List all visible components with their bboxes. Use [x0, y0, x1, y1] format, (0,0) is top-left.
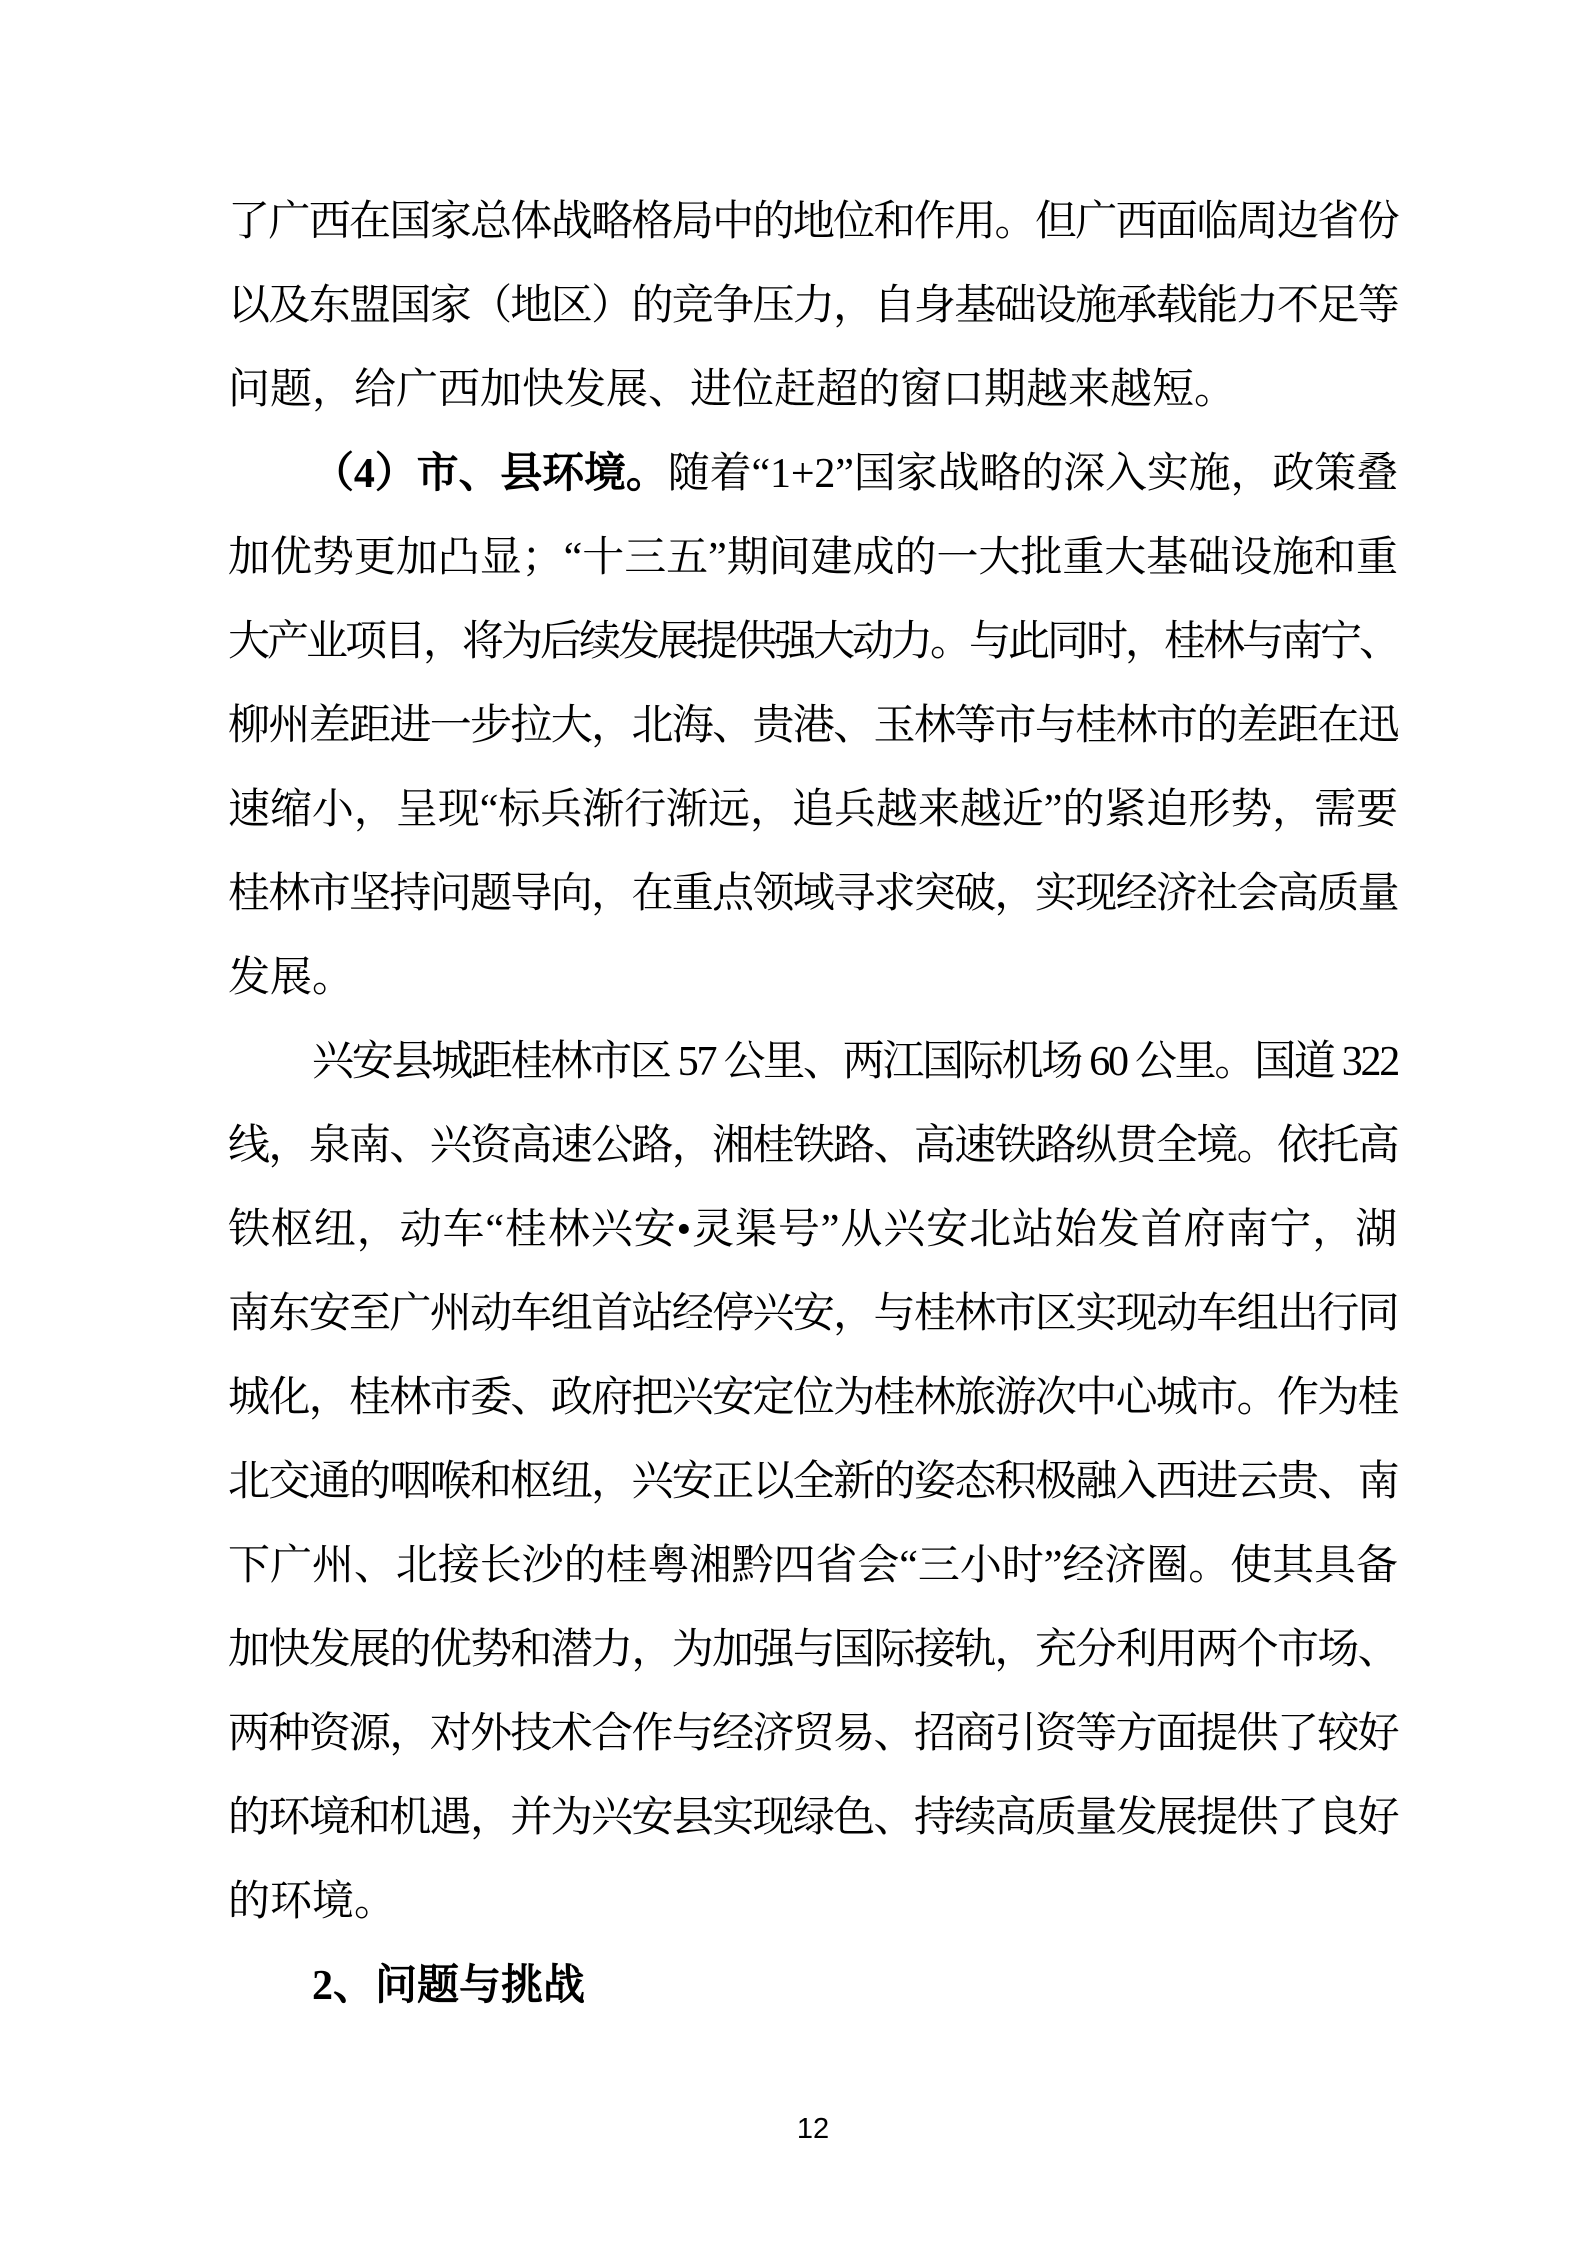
- page-number: [228, 2112, 1398, 2146]
- text-run: 的环境。: [228, 1879, 397, 1925]
- para-xingan-county: [228, 1020, 1398, 1944]
- text-run-group: [228, 264, 1398, 348]
- bold-text-run: 2、问题与挑战: [312, 1963, 586, 2009]
- text-run-group: [228, 1524, 1398, 1608]
- text-run-group: [312, 1944, 585, 2028]
- text-line: [228, 516, 1398, 600]
- text-run-group: [228, 516, 1398, 600]
- text-run: 兴安县城距桂林市区 57 公里、两江国际机场 60 公里。国道 322: [312, 1039, 1398, 1085]
- text-run-group: [312, 432, 1398, 516]
- text-run-group: [228, 1272, 1398, 1356]
- text-run: 柳州差距进一步拉大，北海、贵港、玉林等市与桂林市的差距在迅: [228, 703, 1398, 749]
- text-run: 城化，桂林市委、政府把兴安定位为桂林旅游次中心城市。作为桂: [228, 1375, 1398, 1421]
- text-line: [228, 1860, 1398, 1944]
- text-run-group: [228, 1440, 1398, 1524]
- text-run: 发展。: [228, 955, 355, 1001]
- text-run: 速缩小，呈现“标兵渐行渐远，追兵越来越近”的紧迫形势，需要: [228, 787, 1398, 833]
- text-run: 线，泉南、兴资高速公路，湘桂铁路、高速铁路纵贯全境。依托高: [228, 1123, 1398, 1169]
- text-run: 南东安至广州动车组首站经停兴安，与桂林市区实现动车组出行同: [228, 1291, 1398, 1337]
- text-line: [228, 1524, 1398, 1608]
- text-run-group: [228, 768, 1398, 852]
- text-line: [228, 1692, 1398, 1776]
- text-run: 的环境和机遇，并为兴安县实现绿色、持续高质量发展提供了良好: [228, 1795, 1398, 1841]
- text-run-group: [312, 1020, 1398, 1104]
- text-line: [228, 264, 1398, 348]
- text-run: 了广西在国家总体战略格局中的地位和作用。但广西面临周边省份: [228, 199, 1398, 245]
- text-line: [228, 432, 1398, 516]
- text-line: [228, 1356, 1398, 1440]
- text-run: 北交通的咽喉和枢纽，兴安正以全新的姿态积极融入西进云贵、南: [228, 1459, 1398, 1505]
- text-run: 下广州、北接长沙的桂粤湘黔四省会“三小时”经济圈。使其具备: [228, 1543, 1398, 1589]
- text-run: 随着“1+2”国家战略的深入实施，政策叠: [667, 451, 1398, 497]
- text-line: [228, 1440, 1398, 1524]
- para-guangxi-continuation: [228, 180, 1398, 432]
- text-run-group: [228, 1188, 1398, 1272]
- text-line: [228, 180, 1398, 264]
- text-run: 大产业项目，将为后续发展提供强大动力。与此同时，桂林与南宁、: [228, 619, 1398, 665]
- text-line: [228, 1776, 1398, 1860]
- heading-problems-and-challenges: [228, 1944, 1398, 2028]
- text-line: [228, 768, 1398, 852]
- text-line: [228, 1188, 1398, 1272]
- para-city-county-environment: [228, 432, 1398, 1020]
- text-run: 问题，给广西加快发展、进位赶超的窗口期越来越短。: [228, 367, 1237, 413]
- page-number-value: 12: [796, 2113, 830, 2145]
- text-run-group: [228, 1104, 1398, 1188]
- text-line: [228, 1104, 1398, 1188]
- text-line: [228, 600, 1398, 684]
- text-line: [228, 1608, 1398, 1692]
- text-line: [228, 684, 1398, 768]
- text-run-group: [228, 348, 1236, 432]
- text-run-group: [228, 1608, 1398, 1692]
- text-run: 加优势更加凸显；“十三五”期间建成的一大批重大基础设施和重: [228, 535, 1398, 581]
- text-run: 加快发展的优势和潜力，为加强与国际接轨，充分利用两个市场、: [228, 1627, 1398, 1673]
- text-run-group: [228, 852, 1398, 936]
- text-line: [228, 1944, 1398, 2028]
- text-run-group: [228, 180, 1398, 264]
- text-run-group: [228, 1860, 396, 1944]
- text-run-group: [228, 1692, 1398, 1776]
- text-run: 以及东盟国家（地区）的竞争压力，自身基础设施承载能力不足等: [228, 283, 1398, 329]
- text-run-group: [228, 1776, 1398, 1860]
- document-body: [228, 180, 1398, 2028]
- text-run-group: [228, 684, 1398, 768]
- text-run-group: [228, 936, 354, 1020]
- text-line: [228, 1272, 1398, 1356]
- text-run-group: [228, 600, 1398, 684]
- bold-text-run: （4）市、县环境。: [312, 451, 668, 497]
- text-run: 两种资源，对外技术合作与经济贸易、招商引资等方面提供了较好: [228, 1711, 1398, 1757]
- text-line: [228, 1020, 1398, 1104]
- text-run: 桂林市坚持问题导向，在重点领域寻求突破，实现经济社会高质量: [228, 871, 1398, 917]
- text-run: 铁枢纽，动车“桂林兴安•灵渠号”从兴安北站始发首府南宁，湖: [228, 1207, 1398, 1253]
- text-run-group: [228, 1356, 1398, 1440]
- text-line: [228, 348, 1398, 432]
- text-line: [228, 852, 1398, 936]
- text-line: [228, 936, 1398, 1020]
